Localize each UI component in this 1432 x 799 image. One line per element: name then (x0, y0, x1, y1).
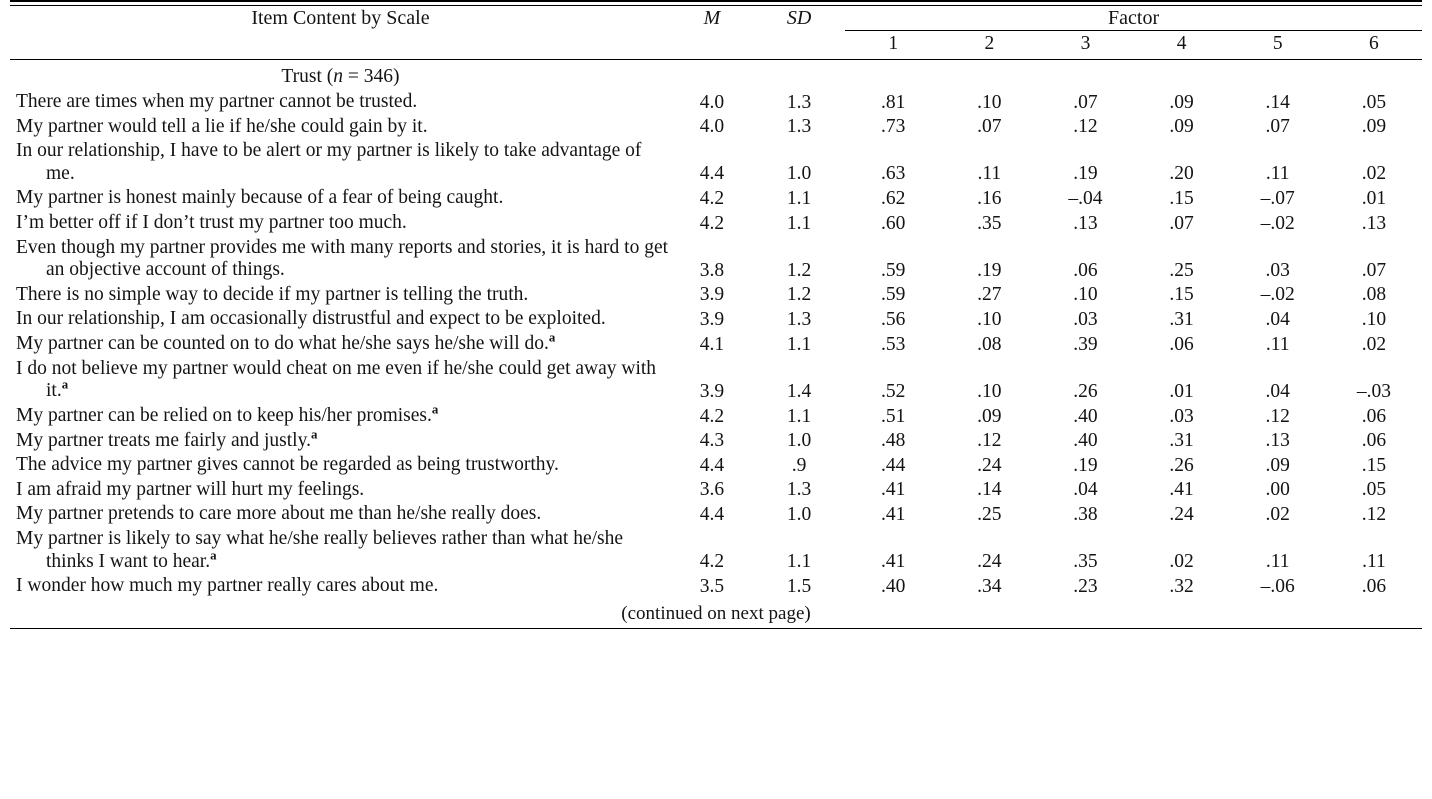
loading-2: .16 (977, 188, 1002, 210)
table-row (10, 283, 1422, 308)
loading-4: .25 (1169, 259, 1194, 281)
continued-row (10, 599, 1422, 629)
item-sd: 1.1 (786, 551, 812, 573)
item-sd: 1.5 (786, 575, 812, 597)
loading-2: .25 (977, 503, 1002, 525)
loading-2: .24 (977, 551, 1002, 573)
item-text: There are times when my partner cannot be trusted. (16, 91, 418, 112)
header-item-content: Item Content by Scale (251, 7, 430, 29)
loading-3: .39 (1073, 333, 1098, 355)
loading-5: .13 (1265, 430, 1290, 452)
loading-2: .24 (977, 454, 1002, 476)
footnote-marker: a (210, 548, 217, 563)
item-sd: .9 (791, 454, 807, 476)
item-text: My partner would tell a lie if he/she could gain by it. (16, 115, 428, 137)
loading-1: .56 (881, 309, 906, 331)
section-title: Trust (n = 346) (281, 66, 400, 87)
item-mean: 4.4 (699, 454, 725, 476)
footnote-marker: a (61, 377, 69, 392)
loading-3: .40 (1073, 430, 1098, 452)
loading-1: .40 (881, 575, 906, 597)
loading-1: .48 (881, 430, 906, 452)
loading-3: .12 (1073, 116, 1098, 138)
loading-6: .05 (1361, 91, 1387, 113)
table-row (10, 357, 1422, 404)
loading-2: .08 (977, 333, 1002, 355)
loading-1: .41 (881, 503, 906, 525)
item-mean: 3.8 (699, 259, 725, 281)
item-mean: 4.4 (699, 503, 725, 525)
loading-3: .19 (1073, 454, 1098, 476)
loading-3: .19 (1073, 163, 1098, 185)
loading-2: .19 (977, 259, 1002, 281)
item-text: I wonder how much my partner really cares about me. (16, 575, 439, 597)
item-sd: 1.0 (786, 503, 812, 525)
table-row (10, 307, 1422, 332)
item-text-content: My partner treats me fairly and justly. (16, 429, 311, 451)
item-mean: 4.1 (699, 333, 725, 355)
loading-1: .41 (881, 479, 906, 501)
loading-5: –.07 (1260, 188, 1295, 210)
item-text (10, 357, 671, 404)
item-text (10, 527, 671, 574)
loading-2: .11 (977, 163, 1002, 185)
loading-2: .35 (977, 212, 1002, 234)
header-factor-6: 6 (1369, 33, 1379, 54)
loading-4: .20 (1169, 163, 1194, 185)
table-row (10, 574, 1422, 599)
table-row (10, 90, 1422, 115)
item-sd: 1.3 (786, 309, 812, 331)
table-row (10, 139, 1422, 186)
loading-3: .23 (1073, 575, 1098, 597)
loading-5: .09 (1265, 454, 1290, 476)
loading-4: .15 (1169, 284, 1194, 306)
loading-4: .07 (1169, 212, 1194, 234)
loading-3: .13 (1073, 212, 1098, 234)
loading-5: .07 (1265, 116, 1290, 138)
item-sd: 1.1 (786, 188, 812, 210)
item-text-content: I do not believe my partner would cheat on me even if he/she could get away with it. (16, 357, 657, 402)
loading-5: .04 (1265, 380, 1290, 402)
loading-3: .03 (1073, 309, 1098, 331)
loading-6: .10 (1361, 309, 1387, 331)
loading-5: –.06 (1260, 575, 1295, 597)
loading-6: .06 (1361, 575, 1387, 597)
loading-2: .10 (977, 380, 1002, 402)
loading-1: .41 (881, 551, 906, 573)
loading-5: .11 (1265, 163, 1290, 185)
header-factor-5: 5 (1272, 33, 1283, 54)
loading-4: .26 (1169, 454, 1194, 476)
item-text: Even though my partner provides me with many reports and stories, it is hard to get an objective account of things. (16, 236, 669, 281)
item-text-content: My partner is likely to say what he/she really believes rather than what he/she thinks I want to hear. (16, 527, 624, 572)
loading-6: .06 (1361, 430, 1387, 452)
header-factor-1: 1 (888, 33, 899, 54)
factor-loadings-table (10, 0, 1422, 630)
loading-3: .38 (1073, 503, 1098, 525)
loading-3: .07 (1073, 91, 1098, 113)
item-mean: 3.9 (699, 309, 725, 331)
loading-4: .31 (1169, 430, 1194, 452)
loading-1: .53 (881, 333, 906, 355)
loading-1: .59 (881, 284, 906, 306)
item-mean: 4.2 (699, 188, 725, 210)
table-row (10, 332, 1422, 357)
loading-6: .07 (1361, 259, 1387, 281)
loading-2: .12 (977, 430, 1002, 452)
loading-5: .04 (1265, 309, 1290, 331)
table-row (10, 478, 1422, 503)
footnote-marker: a (431, 402, 439, 417)
loading-5: –.02 (1260, 284, 1295, 306)
loading-2: .10 (977, 309, 1002, 331)
loading-4: .02 (1169, 551, 1194, 573)
rule-bottom (10, 628, 1422, 630)
table-row (10, 186, 1422, 211)
loading-1: .44 (881, 454, 906, 476)
loading-1: .81 (881, 91, 906, 113)
item-text-content: My partner can be counted on to do what he/she says he/she will do. (16, 333, 549, 355)
item-text (10, 429, 671, 454)
loading-6: .02 (1361, 163, 1387, 185)
continued-note: (continued on next page) (621, 602, 811, 624)
item-sd: 1.0 (786, 430, 812, 452)
header-factor: Factor (845, 7, 1422, 31)
loading-6: .05 (1361, 479, 1387, 501)
item-text: In our relationship, I am occasionally distrustful and expect to be exploited. (16, 308, 606, 330)
footnote-marker: a (548, 330, 556, 345)
loading-4: .01 (1169, 380, 1194, 402)
loading-3: –.04 (1068, 188, 1103, 210)
loading-1: .73 (881, 116, 906, 138)
footnote-marker: a (310, 427, 318, 442)
loading-1: .51 (881, 405, 906, 427)
loading-3: .40 (1073, 405, 1098, 427)
loading-4: .06 (1169, 333, 1194, 355)
item-sd: 1.1 (786, 405, 812, 427)
loading-1: .52 (881, 380, 906, 402)
item-text: The advice my partner gives cannot be regarded as being trustworthy. (16, 454, 559, 476)
item-text: My partner pretends to care more about me than he/she really does. (16, 503, 542, 525)
table-row (10, 115, 1422, 140)
loading-4: .09 (1169, 91, 1194, 113)
header-sd: SD (786, 7, 812, 29)
item-sd: 1.1 (786, 333, 812, 355)
loading-6: .09 (1361, 116, 1387, 138)
loading-1: .62 (881, 188, 906, 210)
loading-2: .07 (977, 116, 1002, 138)
loading-3: .04 (1073, 479, 1098, 501)
loading-4: .32 (1169, 575, 1194, 597)
item-text: I’m better off if I don’t trust my partner too much. (16, 212, 407, 234)
loading-4: .31 (1169, 309, 1194, 331)
section-title-row (10, 61, 1422, 90)
loading-6: .08 (1361, 284, 1387, 306)
item-mean: 4.3 (699, 430, 725, 452)
item-mean: 4.0 (699, 91, 725, 113)
loading-6: .13 (1361, 212, 1387, 234)
item-mean: 3.6 (699, 479, 725, 501)
item-mean: 4.2 (699, 405, 725, 427)
loading-3: .10 (1073, 284, 1098, 306)
loading-1: .59 (881, 259, 906, 281)
loading-6: .15 (1361, 454, 1387, 476)
item-sd: 1.4 (786, 380, 812, 402)
table-row (10, 429, 1422, 454)
item-sd: 1.2 (786, 259, 812, 281)
item-text: My partner is honest mainly because of a fear of being caught. (16, 187, 504, 209)
loading-6: .11 (1362, 551, 1386, 573)
table-row (10, 236, 1422, 283)
item-mean: 4.0 (699, 116, 725, 138)
loading-5: .03 (1265, 259, 1290, 281)
loading-6: .02 (1361, 333, 1387, 355)
item-sd: 1.3 (786, 479, 812, 501)
item-text (10, 404, 671, 429)
loading-2: .09 (977, 405, 1002, 427)
loading-4: .41 (1169, 479, 1194, 501)
loading-4: .09 (1169, 116, 1194, 138)
item-mean: 3.9 (699, 284, 725, 306)
loading-2: .10 (977, 91, 1002, 113)
item-mean: 3.5 (699, 575, 725, 597)
loading-4: .24 (1169, 503, 1194, 525)
item-text-content: My partner can be relied on to keep his/her promises. (16, 404, 432, 426)
table-header-row (10, 7, 1422, 31)
loading-6: –.03 (1356, 380, 1391, 402)
loading-4: .15 (1169, 188, 1194, 210)
table-row (10, 404, 1422, 429)
loading-6: .12 (1361, 503, 1387, 525)
loading-3: .06 (1073, 259, 1098, 281)
loading-4: .03 (1169, 405, 1194, 427)
item-sd: 1.3 (786, 91, 812, 113)
loading-5: .11 (1265, 333, 1290, 355)
loading-5: .14 (1265, 91, 1290, 113)
table-row (10, 211, 1422, 236)
item-mean: 3.9 (699, 380, 725, 402)
loading-1: .60 (881, 212, 906, 234)
loading-3: .26 (1073, 380, 1098, 402)
loading-5: .12 (1265, 405, 1290, 427)
loading-2: .14 (977, 479, 1002, 501)
item-mean: 4.4 (699, 163, 725, 185)
item-text (10, 332, 671, 357)
loading-1: .63 (881, 163, 906, 185)
loading-3: .35 (1073, 551, 1098, 573)
loading-6: .06 (1361, 405, 1387, 427)
item-mean: 4.2 (699, 551, 725, 573)
header-factor-2: 2 (984, 33, 995, 54)
header-mean: M (703, 7, 721, 29)
loading-2: .27 (977, 284, 1002, 306)
loading-5: –.02 (1260, 212, 1295, 234)
header-factor-4: 4 (1176, 33, 1187, 54)
item-sd: 1.3 (786, 116, 812, 138)
loading-5: .02 (1265, 503, 1290, 525)
item-sd: 1.2 (786, 284, 812, 306)
item-sd: 1.0 (786, 163, 812, 185)
item-mean: 4.2 (699, 212, 725, 234)
loading-5: .11 (1265, 551, 1290, 573)
table-row (10, 453, 1422, 478)
item-sd: 1.1 (786, 212, 812, 234)
loading-2: .34 (977, 575, 1002, 597)
table-row (10, 502, 1422, 527)
loading-5: .00 (1265, 479, 1290, 501)
item-text: I am afraid my partner will hurt my feelings. (16, 478, 365, 500)
table-row (10, 527, 1422, 574)
loading-6: .01 (1361, 188, 1387, 210)
item-text: There is no simple way to decide if my partner is telling the truth. (16, 283, 529, 305)
item-text: In our relationship, I have to be alert or my partner is likely to take advantage of me. (16, 140, 642, 184)
header-factor-3: 3 (1080, 33, 1091, 54)
